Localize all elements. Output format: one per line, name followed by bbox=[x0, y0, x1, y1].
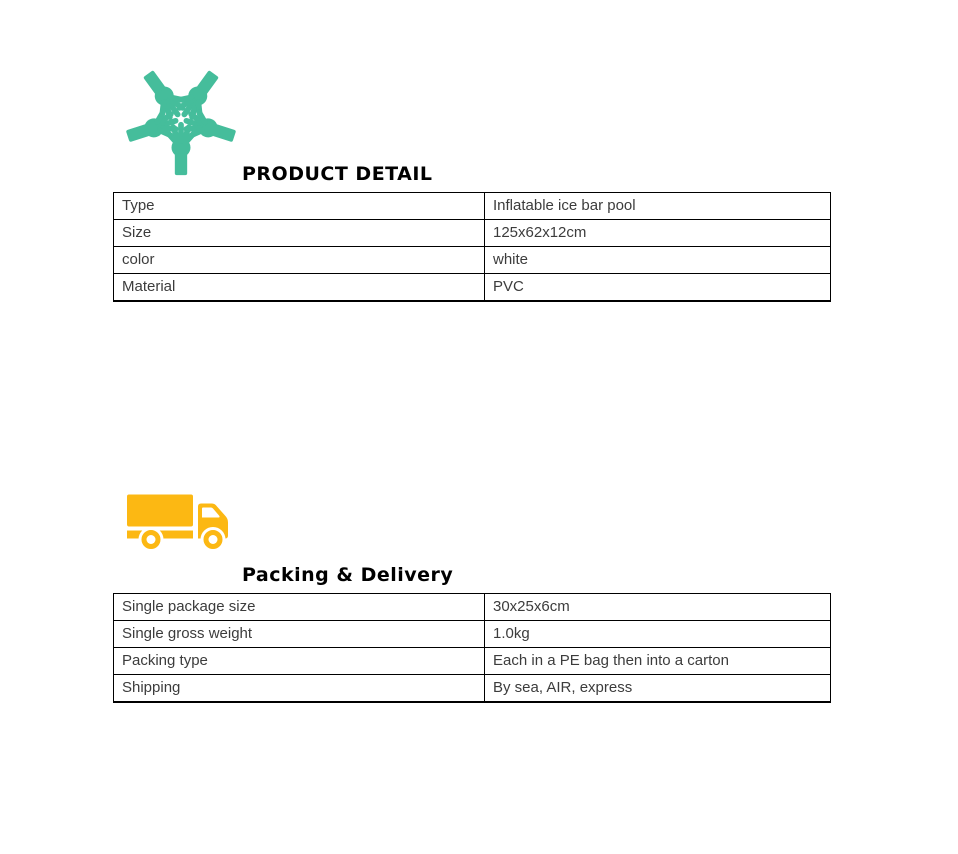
delivery-truck-icon bbox=[127, 489, 237, 554]
table-row bbox=[114, 621, 831, 648]
spec-value-cell: PVC bbox=[485, 274, 831, 301]
table-row bbox=[114, 274, 831, 301]
spec-value-cell: Inflatable ice bar pool bbox=[485, 193, 831, 220]
spec-value-cell: By sea, AIR, express bbox=[485, 675, 831, 702]
spec-label-cell: Single gross weight bbox=[114, 621, 485, 648]
spec-value-cell: 1.0kg bbox=[485, 621, 831, 648]
table-row bbox=[114, 594, 831, 621]
table-row bbox=[114, 193, 831, 220]
spec-value-cell: 30x25x6cm bbox=[485, 594, 831, 621]
table-row bbox=[114, 220, 831, 247]
product-detail-table bbox=[113, 192, 831, 302]
table-row bbox=[114, 675, 831, 702]
table-row bbox=[114, 648, 831, 675]
spec-label-cell: Size bbox=[114, 220, 485, 247]
spec-value-cell: white bbox=[485, 247, 831, 274]
spec-label-cell: Packing type bbox=[114, 648, 485, 675]
packing-delivery-table bbox=[113, 593, 831, 703]
spec-value-cell: Each in a PE bag then into a carton bbox=[485, 648, 831, 675]
hands-unity-icon bbox=[124, 62, 238, 178]
packing-delivery-title: Packing & Delivery bbox=[242, 564, 454, 586]
product-detail-title: PRODUCT DETAIL bbox=[242, 163, 433, 185]
table-row bbox=[114, 247, 831, 274]
spec-label-cell: color bbox=[114, 247, 485, 274]
spec-value-cell: 125x62x12cm bbox=[485, 220, 831, 247]
spec-label-cell: Material bbox=[114, 274, 485, 301]
spec-label-cell: Type bbox=[114, 193, 485, 220]
spec-label-cell: Single package size bbox=[114, 594, 485, 621]
spec-label-cell: Shipping bbox=[114, 675, 485, 702]
